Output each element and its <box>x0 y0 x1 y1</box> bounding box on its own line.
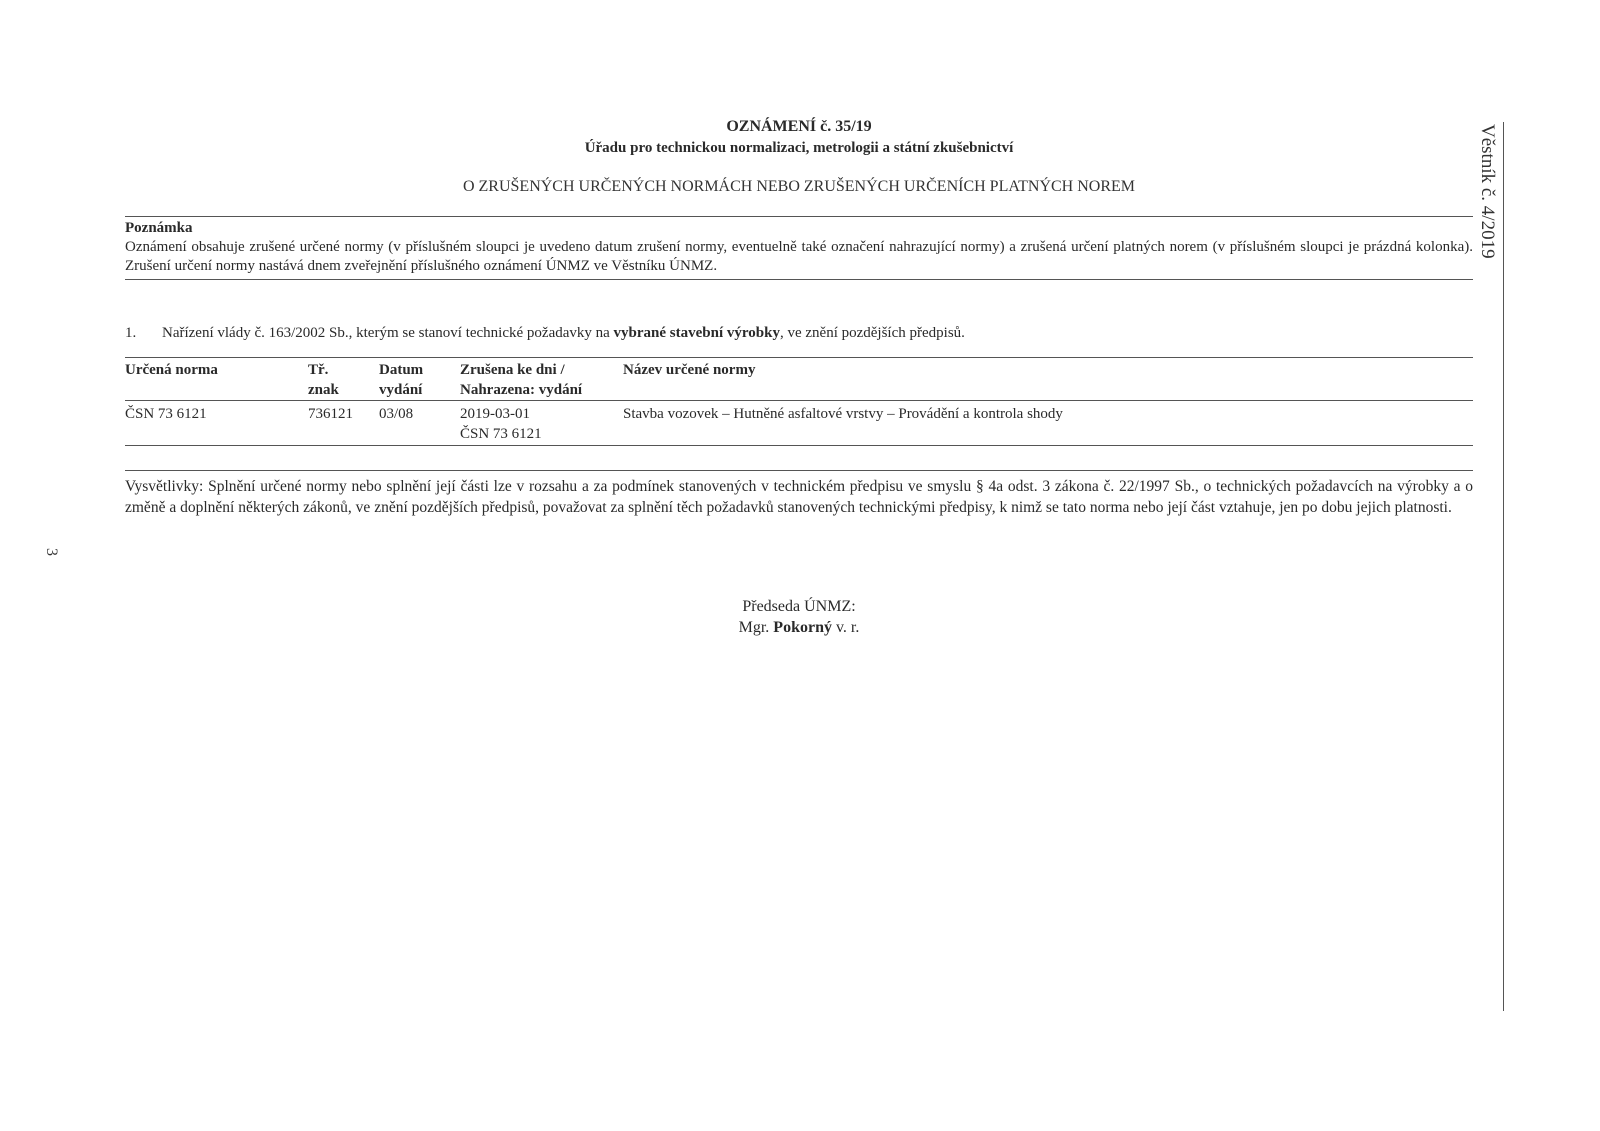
header-cancelled-replaced: Zrušena ke dni / Nahrazena: vydání <box>460 358 623 401</box>
page-content <box>125 116 1473 638</box>
notice-issuer: Úřadu pro technickou normalizaci, metrologii a státní zkušebnictví <box>584 140 1014 156</box>
explanation-note: Vysvětlivky: Splnění určené normy nebo splnění její části lze v rozsahu a za podmínek stanovených v technickém předpisu ve smyslu § 4a odst. 3 zákona č. 22/1997 Sb., o technických požadavcích na výrobky a o změně a doplnění některých zákonů, ve znění pozdějších předpisů, považovat za splnění těch požadavků stanovených technickými předpisy, k nimž se tato norma nebo její část vztahuje, jen po dobu jejich platnosti. <box>125 470 1473 518</box>
header-issue-date: Datum vydání <box>379 358 460 401</box>
regulation-item <box>125 323 1473 343</box>
cell-class-code: 736121 <box>308 401 379 446</box>
item-text-bold: vybrané stavební výrobky <box>613 325 780 341</box>
cell-replaced-by: ČSN 73 6121 <box>460 426 542 442</box>
item-number: 1. <box>125 325 137 341</box>
signature-name: Pokorný <box>773 619 832 636</box>
header-norm-name: Název určené normy <box>623 358 1473 401</box>
signature-name-line: Mgr. Pokorný v. r. <box>738 619 860 636</box>
note-label: Poznámka <box>125 220 193 236</box>
cell-issue-date: 03/08 <box>379 401 460 446</box>
header-class-code: Tř. znak <box>308 358 379 401</box>
cell-cancelled-replaced <box>460 401 623 446</box>
item-text-before: Nařízení vlády č. 163/2002 Sb., kterým se stanoví technické požadavky na <box>162 325 614 341</box>
cell-norm: ČSN 73 6121 <box>125 401 308 446</box>
side-divider <box>1503 122 1504 1011</box>
norms-table <box>125 357 1473 446</box>
signature-block <box>125 596 1473 638</box>
header-designated-norm: Určená norma <box>125 358 308 401</box>
table-header-row <box>125 358 1473 401</box>
notice-title: OZNÁMENÍ č. 35/19 <box>726 118 872 135</box>
note-box <box>125 216 1473 280</box>
page-number: 3 <box>43 548 60 556</box>
note-text: Oznámení obsahuje zrušené určené normy (v příslušném sloupci je uvedeno datum zrušení normy, eventuelně také označení nahrazující normy) a zrušená určení platných norem (v příslušném sloupci je prázdná kolonka). Zrušení určení normy nastává dnem zveřejnění příslušného oznámení ÚNMZ ve Věstníku ÚNMZ. <box>125 239 1473 274</box>
notice-heading: O ZRUŠENÝCH URČENÝCH NORMÁCH NEBO ZRUŠENÝCH URČENÍCH PLATNÝCH NOREM <box>462 178 1136 195</box>
item-text-after: , ve znění pozdějších předpisů. <box>779 325 965 341</box>
cell-cancelled-on: 2019-03-01 <box>460 406 530 422</box>
journal-issue-label: Věstník č. 4/2019 <box>1477 124 1498 259</box>
table-row <box>125 401 1473 446</box>
item-text <box>162 323 965 343</box>
signature-role: Předseda ÚNMZ: <box>742 598 856 615</box>
cell-norm-name: Stavba vozovek – Hutněné asfaltové vrstvy – Provádění a kontrola shody <box>623 401 1473 446</box>
